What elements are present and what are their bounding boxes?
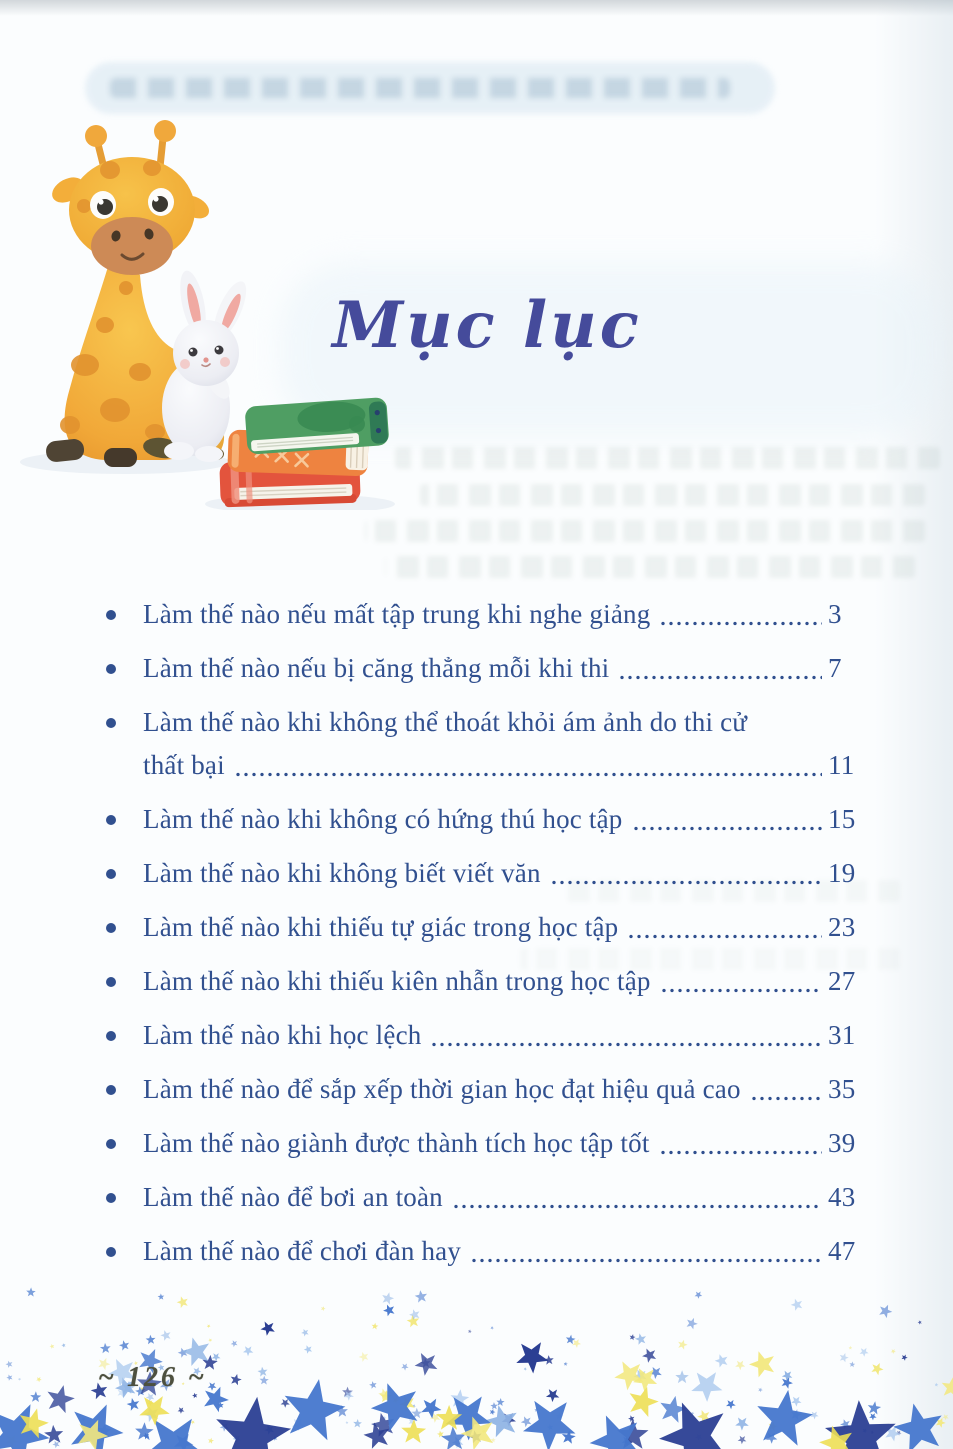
bullet-icon: [106, 1085, 116, 1095]
star-icon: [879, 1305, 892, 1318]
star-icon: [139, 1396, 169, 1426]
giraffe-ossicone-tip: [154, 120, 176, 142]
toc-page-number: 27: [828, 966, 856, 996]
star-icon: [353, 1419, 362, 1428]
star-icon: [401, 1364, 408, 1371]
scan-gutter-shading: [875, 0, 953, 1449]
star-icon: [382, 1292, 394, 1304]
star-icon: [757, 1390, 813, 1446]
star-icon: [735, 1361, 745, 1371]
toc-entry-title: Làm thế nào để bơi an toàn: [143, 1182, 443, 1212]
dot-leader: [660, 988, 822, 993]
toc-page-number: 43: [828, 1182, 856, 1212]
table-of-contents: [106, 597, 868, 1288]
bullet-icon: [106, 977, 116, 987]
star-icon: [893, 1404, 941, 1449]
star-icon: [135, 1422, 154, 1440]
star-icon: [260, 1376, 269, 1385]
rabbit-nose: [203, 357, 208, 362]
bullet-icon: [106, 664, 116, 674]
dot-leader: [430, 1042, 822, 1047]
toc-entry-title: Làm thế nào nếu mất tập trung khi nghe giảng: [143, 599, 651, 629]
bullet-icon: [106, 610, 116, 620]
dot-leader: [750, 1096, 822, 1101]
star-icon: [523, 1401, 576, 1449]
star-icon: [177, 1296, 188, 1308]
star-icon: [849, 1346, 853, 1350]
star-icon: [321, 1306, 326, 1311]
toc-entry: [106, 705, 868, 783]
rabbit-blush: [180, 359, 190, 369]
star-icon: [642, 1349, 656, 1363]
toc-page-number: 47: [828, 1236, 856, 1266]
star-icon: [791, 1299, 803, 1311]
star-icon: [758, 1388, 763, 1393]
stack-of-books: [219, 397, 389, 507]
star-icon: [415, 1290, 427, 1302]
star-icon: [160, 1330, 170, 1341]
star-icon: [100, 1343, 111, 1353]
star-icon: [441, 1426, 466, 1449]
star-icon: [50, 1344, 55, 1349]
dot-leader: [632, 826, 823, 831]
star-icon: [0, 1404, 50, 1449]
star-icon: [738, 1436, 747, 1445]
star-icon: [524, 1367, 527, 1370]
page-number: ~ 126 ~: [98, 1362, 207, 1393]
star-icon: [715, 1354, 728, 1367]
toc-entry: [106, 802, 868, 837]
star-icon: [48, 1385, 75, 1413]
star-icon: [695, 1292, 703, 1299]
star-icon: [26, 1287, 36, 1296]
toc-entry-title: Làm thế nào để chơi đàn hay: [143, 1236, 462, 1266]
giraffe-muzzle: [91, 217, 173, 275]
dot-leader: [550, 880, 822, 885]
star-icon: [918, 1320, 922, 1324]
toc-entry: [106, 856, 868, 891]
star-icon: [127, 1398, 140, 1411]
star-icon: [52, 1441, 59, 1448]
star-icon: [849, 1361, 855, 1367]
dot-leader: [470, 1258, 822, 1263]
star-icon: [516, 1342, 548, 1373]
rabbit-eye: [189, 348, 198, 357]
toc-entry: [106, 1018, 868, 1053]
star-icon: [207, 1324, 211, 1328]
dot-leader: [618, 675, 822, 680]
toc-page-number: 35: [828, 1074, 856, 1104]
star-icon: [496, 1398, 504, 1406]
toc-entry-title: Làm thế nào giành được thành tích học tập tốt: [143, 1128, 650, 1158]
toc-page-number: 15: [828, 804, 856, 834]
star-icon: [691, 1372, 722, 1402]
bullet-icon: [106, 718, 116, 728]
rabbit-foot: [195, 446, 223, 462]
star-icon: [687, 1318, 698, 1330]
star-icon: [144, 1419, 205, 1449]
rabbit-foot: [164, 442, 194, 460]
star-icon: [468, 1329, 472, 1333]
toc-entry-title: Làm thế nào khi học lệch: [143, 1020, 422, 1050]
star-icon: [572, 1339, 581, 1348]
star-icon: [281, 1399, 290, 1408]
star-icon: [158, 1294, 165, 1300]
star-icon: [285, 1379, 346, 1440]
toc-page-number: 23: [828, 912, 856, 942]
star-icon: [942, 1377, 953, 1398]
star-icon: [383, 1305, 394, 1317]
star-icon: [359, 1352, 369, 1362]
book-green: [244, 397, 389, 455]
star-icon: [678, 1340, 687, 1350]
star-icon: [490, 1326, 494, 1330]
toc-entry-title: Làm thế nào khi thiếu kiên nhẫn trong học tập: [143, 966, 651, 996]
star-icon: [6, 1361, 13, 1368]
eye-highlight: [98, 199, 103, 204]
star-icon: [942, 1414, 948, 1420]
star-icon: [490, 1402, 497, 1409]
rabbit-eye: [215, 346, 224, 355]
star-icon: [871, 1363, 883, 1375]
toc-entry-title: thất bại: [143, 750, 225, 780]
dot-leader: [659, 621, 822, 626]
page-title: Mục lục: [332, 288, 642, 363]
dot-leader: [627, 934, 822, 939]
star-icon: [630, 1387, 659, 1417]
star-icon: [415, 1353, 438, 1376]
star-icon: [258, 1367, 268, 1377]
star-icon: [935, 1383, 939, 1387]
star-icon: [869, 1413, 876, 1420]
dot-leader: [452, 1204, 822, 1209]
star-icon: [635, 1333, 646, 1344]
toc-page-number: 11: [828, 750, 855, 780]
toc-page-number: 7: [828, 653, 842, 683]
star-icon: [868, 1401, 881, 1414]
star-icon: [369, 1381, 377, 1389]
bleed-through-band-text: [110, 78, 730, 98]
toc-entry: [106, 964, 868, 999]
bullet-icon: [106, 1247, 116, 1257]
toc-entry: [106, 1180, 868, 1215]
bullet-icon: [106, 1031, 116, 1041]
star-icon: [902, 1355, 908, 1361]
star-icon: [18, 1378, 21, 1381]
dot-leader: [659, 1150, 822, 1155]
star-icon: [409, 1309, 419, 1320]
bullet-icon: [106, 869, 116, 879]
star-icon: [345, 1421, 348, 1424]
rabbit-head: [173, 320, 239, 386]
star-icon: [675, 1370, 689, 1383]
bullet-icon: [106, 923, 116, 933]
star-icon: [119, 1340, 129, 1350]
scan-edge-top: [0, 0, 953, 16]
toc-entry: [106, 597, 868, 632]
star-icon: [301, 1329, 308, 1337]
giraffe-ossicone-tip: [85, 125, 107, 147]
toc-entry: [106, 910, 868, 945]
toc-entry-title: Làm thế nào khi không biết viết văn: [143, 858, 541, 888]
bullet-icon: [106, 1139, 116, 1149]
star-icon: [490, 1409, 496, 1415]
star-icon: [546, 1389, 559, 1402]
toc-entry-title: Làm thế nào để sắp xếp thời gian học đạt hiệu quả cao: [143, 1074, 741, 1104]
star-icon: [231, 1340, 238, 1347]
star-icon: [44, 1425, 63, 1444]
star-icon: [216, 1397, 291, 1449]
star-icon: [208, 1338, 212, 1342]
star-icon: [208, 1438, 214, 1444]
star-icon: [204, 1387, 229, 1413]
star-icon: [243, 1346, 253, 1356]
giraffe-hoof: [104, 448, 137, 467]
star-icon: [564, 1362, 568, 1366]
toc-entry-title: Làm thế nào nếu bị căng thẳng mỗi khi thi: [143, 653, 610, 683]
dot-leader: [234, 772, 822, 777]
bullet-icon: [106, 1193, 116, 1203]
toc-entry-title: Làm thế nào khi không thể thoát khỏi ám ảnh do thi cử: [143, 707, 748, 737]
star-icon: [630, 1334, 636, 1340]
star-icon: [231, 1374, 242, 1385]
toc-page-number: 31: [828, 1020, 856, 1050]
toc-entry: [106, 1126, 868, 1161]
star-icon: [749, 1351, 774, 1377]
eye-highlight: [216, 347, 219, 350]
star-icon: [36, 1377, 42, 1382]
bleed-through-line: [395, 447, 940, 469]
toc-entry-title: Làm thế nào khi thiếu tự giác trong học tập: [143, 912, 619, 942]
star-icon: [791, 1397, 801, 1407]
rabbit-blush: [220, 357, 230, 367]
bleed-through-line: [365, 520, 925, 542]
star-icon: [521, 1416, 532, 1427]
bleed-through-line: [420, 484, 925, 506]
star-icon: [304, 1345, 312, 1353]
toc-page-number: 39: [828, 1128, 856, 1158]
eye-highlight: [153, 196, 158, 201]
bleed-through-line: [385, 556, 915, 578]
toc-entry: [106, 1072, 868, 1107]
toc-page-number: 19: [828, 858, 856, 888]
star-icon: [735, 1418, 749, 1431]
star-icon: [566, 1335, 576, 1345]
star-icon: [212, 1353, 221, 1361]
star-icon: [30, 1391, 41, 1402]
star-icon: [261, 1322, 275, 1336]
giraffe-ossicone: [160, 138, 163, 167]
toc-entry: [106, 1234, 868, 1269]
bullet-icon: [106, 815, 116, 825]
toc-page-number: 3: [828, 599, 842, 629]
star-icon: [61, 1343, 65, 1347]
star-icon: [891, 1349, 896, 1354]
star-icon: [726, 1400, 736, 1409]
star-icon: [840, 1353, 849, 1362]
star-icon: [6, 1375, 12, 1381]
star-icon: [372, 1323, 379, 1330]
star-icon: [401, 1419, 426, 1443]
star-icon: [860, 1348, 869, 1357]
eye-highlight: [190, 349, 193, 352]
star-icon: [810, 1412, 818, 1420]
toc-entry: [106, 651, 868, 686]
star-icon: [178, 1407, 185, 1414]
star-icon: [208, 1382, 217, 1391]
toc-entry-title: Làm thế nào khi không có hứng thú học tập: [143, 804, 623, 834]
star-icon: [146, 1335, 156, 1345]
